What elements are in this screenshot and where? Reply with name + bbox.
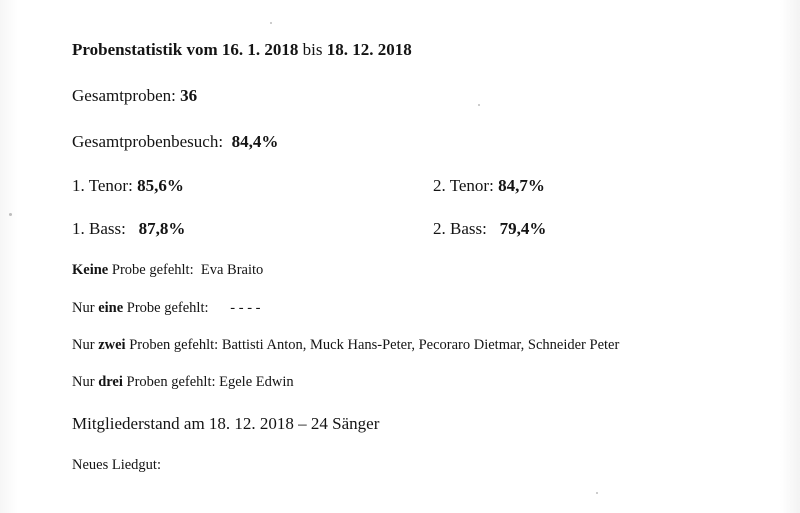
missed-three-emphasis: drei xyxy=(98,374,123,390)
missed-two-text: Proben gefehlt: xyxy=(129,337,219,353)
missed-one-prefix: Nur xyxy=(72,300,95,316)
missed-two-emphasis: zwei xyxy=(98,337,126,353)
missed-one-names: - - - - xyxy=(230,300,261,316)
bass-2-label: 2. Bass: xyxy=(433,219,487,238)
tenor-1-label: 1. Tenor: xyxy=(72,176,133,195)
scan-speck xyxy=(596,492,598,494)
bass-2-line xyxy=(433,219,546,239)
membership-text: Mitgliederstand am 18. 12. 2018 – 24 Sänger xyxy=(72,414,380,433)
scan-speck xyxy=(9,213,12,216)
missed-one-line xyxy=(72,300,260,317)
tenor-2-line xyxy=(433,176,545,196)
missed-two-prefix: Nur xyxy=(72,337,95,353)
tenor-1-line xyxy=(72,176,184,196)
scan-speck xyxy=(270,22,272,24)
title-connector: bis xyxy=(302,40,323,59)
scan-speck xyxy=(478,104,480,106)
missed-three-names: Egele Edwin xyxy=(219,374,294,390)
bass-1-line xyxy=(72,219,185,239)
new-songs-label: Neues Liedgut: xyxy=(72,457,161,473)
membership-line xyxy=(72,414,379,434)
missed-none-emphasis: Keine xyxy=(72,262,109,278)
missed-one-text: Probe gefehlt: xyxy=(126,300,209,316)
total-rehearsals-value: 36 xyxy=(180,86,198,105)
title-start-date: Probenstatistik vom 16. 1. 2018 xyxy=(72,40,299,59)
total-rehearsals-label: Gesamtproben: xyxy=(72,86,176,105)
total-attendance-value: 84,4% xyxy=(231,132,279,151)
missed-none-names: Eva Braito xyxy=(200,262,264,278)
new-songs-line xyxy=(72,457,161,474)
tenor-1-value: 85,6% xyxy=(137,176,184,195)
missed-one-emphasis: eine xyxy=(98,300,124,316)
missed-three-text: Proben gefehlt: xyxy=(126,374,216,390)
total-attendance-line xyxy=(72,132,278,152)
missed-none-text: Probe gefehlt: xyxy=(111,262,194,278)
bass-2-value: 79,4% xyxy=(499,219,547,238)
missed-two-names: Battisti Anton, Muck Hans-Peter, Pecoraro Dietmar, Schneider Peter xyxy=(221,337,620,353)
total-attendance-label: Gesamtprobenbesuch: xyxy=(72,132,224,151)
tenor-2-label: 2. Tenor: xyxy=(433,176,494,195)
total-rehearsals-line xyxy=(72,86,197,106)
missed-none-line xyxy=(72,262,263,279)
title-end-date: 18. 12. 2018 xyxy=(326,40,412,59)
document-title xyxy=(72,40,412,60)
bass-1-value: 87,8% xyxy=(138,219,186,238)
bass-1-label: 1. Bass: xyxy=(72,219,126,238)
tenor-2-value: 84,7% xyxy=(498,176,545,195)
missed-three-prefix: Nur xyxy=(72,374,95,390)
missed-three-line xyxy=(72,374,294,391)
missed-two-line xyxy=(72,337,619,354)
